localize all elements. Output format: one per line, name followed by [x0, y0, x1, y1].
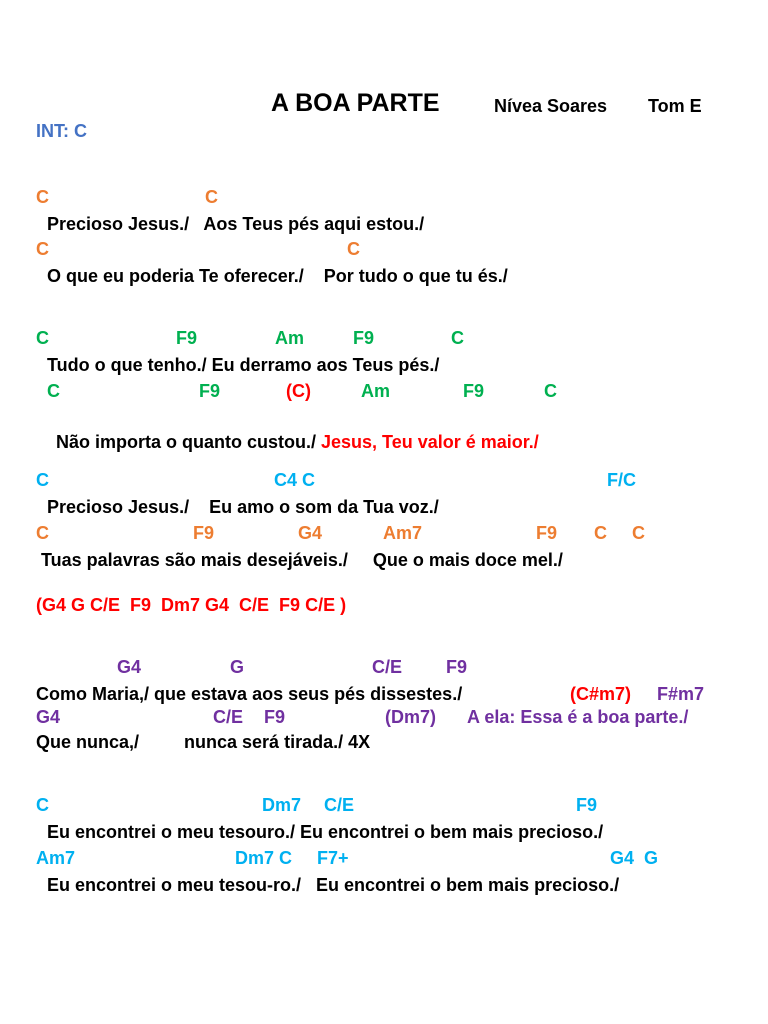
- chord: C: [594, 523, 607, 543]
- chord: (C): [286, 381, 311, 401]
- chord: F/C: [607, 470, 636, 490]
- chord: F9: [264, 707, 286, 727]
- chord: Am7: [36, 848, 76, 868]
- verse2-lyric-line-2: Não importa o quanto custou./ Jesus, Teu valor é maior./: [56, 432, 539, 452]
- chord: C/E: [372, 657, 403, 677]
- chord: C: [36, 523, 49, 543]
- chord: C: [36, 239, 49, 259]
- chord: C/E: [324, 795, 355, 815]
- chord: F9: [353, 328, 375, 348]
- chord: C4 C: [274, 470, 316, 490]
- chord: F9: [193, 523, 215, 543]
- chord: C: [451, 328, 464, 348]
- chord: (Dm7): [385, 707, 437, 727]
- chord: Am7: [383, 523, 423, 543]
- song-key: Tom E: [648, 96, 702, 116]
- bridge-inline-lyric: A ela: Essa é a boa parte./: [467, 707, 689, 727]
- chord: C: [47, 381, 60, 401]
- chord: C: [632, 523, 645, 543]
- chord: C: [36, 187, 49, 207]
- chord: Am: [275, 328, 305, 348]
- chord: F9: [536, 523, 558, 543]
- chord: C: [36, 328, 49, 348]
- chord: F9: [446, 657, 468, 677]
- chord: C: [347, 239, 360, 259]
- chord: Am: [361, 381, 391, 401]
- chord: C/E: [213, 707, 244, 727]
- chord: C: [36, 795, 49, 815]
- chord: F#m7: [657, 684, 705, 704]
- chord: F9: [176, 328, 198, 348]
- chord: G4: [117, 657, 142, 677]
- chord: C: [205, 187, 218, 207]
- chord: F9: [199, 381, 221, 401]
- chord: Dm7: [262, 795, 302, 815]
- chord: C: [544, 381, 557, 401]
- chord: F7+: [317, 848, 349, 868]
- highlighted-lyric: Jesus, Teu valor é maior./: [321, 432, 539, 452]
- chord: G: [230, 657, 245, 677]
- chord: (C#m7): [570, 684, 632, 704]
- artist-name: Nívea Soares: [494, 96, 608, 116]
- chord: G4: [36, 707, 61, 727]
- chord: Dm7 C: [235, 848, 293, 868]
- chord: G4 G: [610, 848, 659, 868]
- chord: F9: [576, 795, 598, 815]
- chord: G4: [298, 523, 323, 543]
- song-title: A BOA PARTE: [271, 89, 440, 117]
- chord: F9: [463, 381, 485, 401]
- chord: C: [36, 470, 49, 490]
